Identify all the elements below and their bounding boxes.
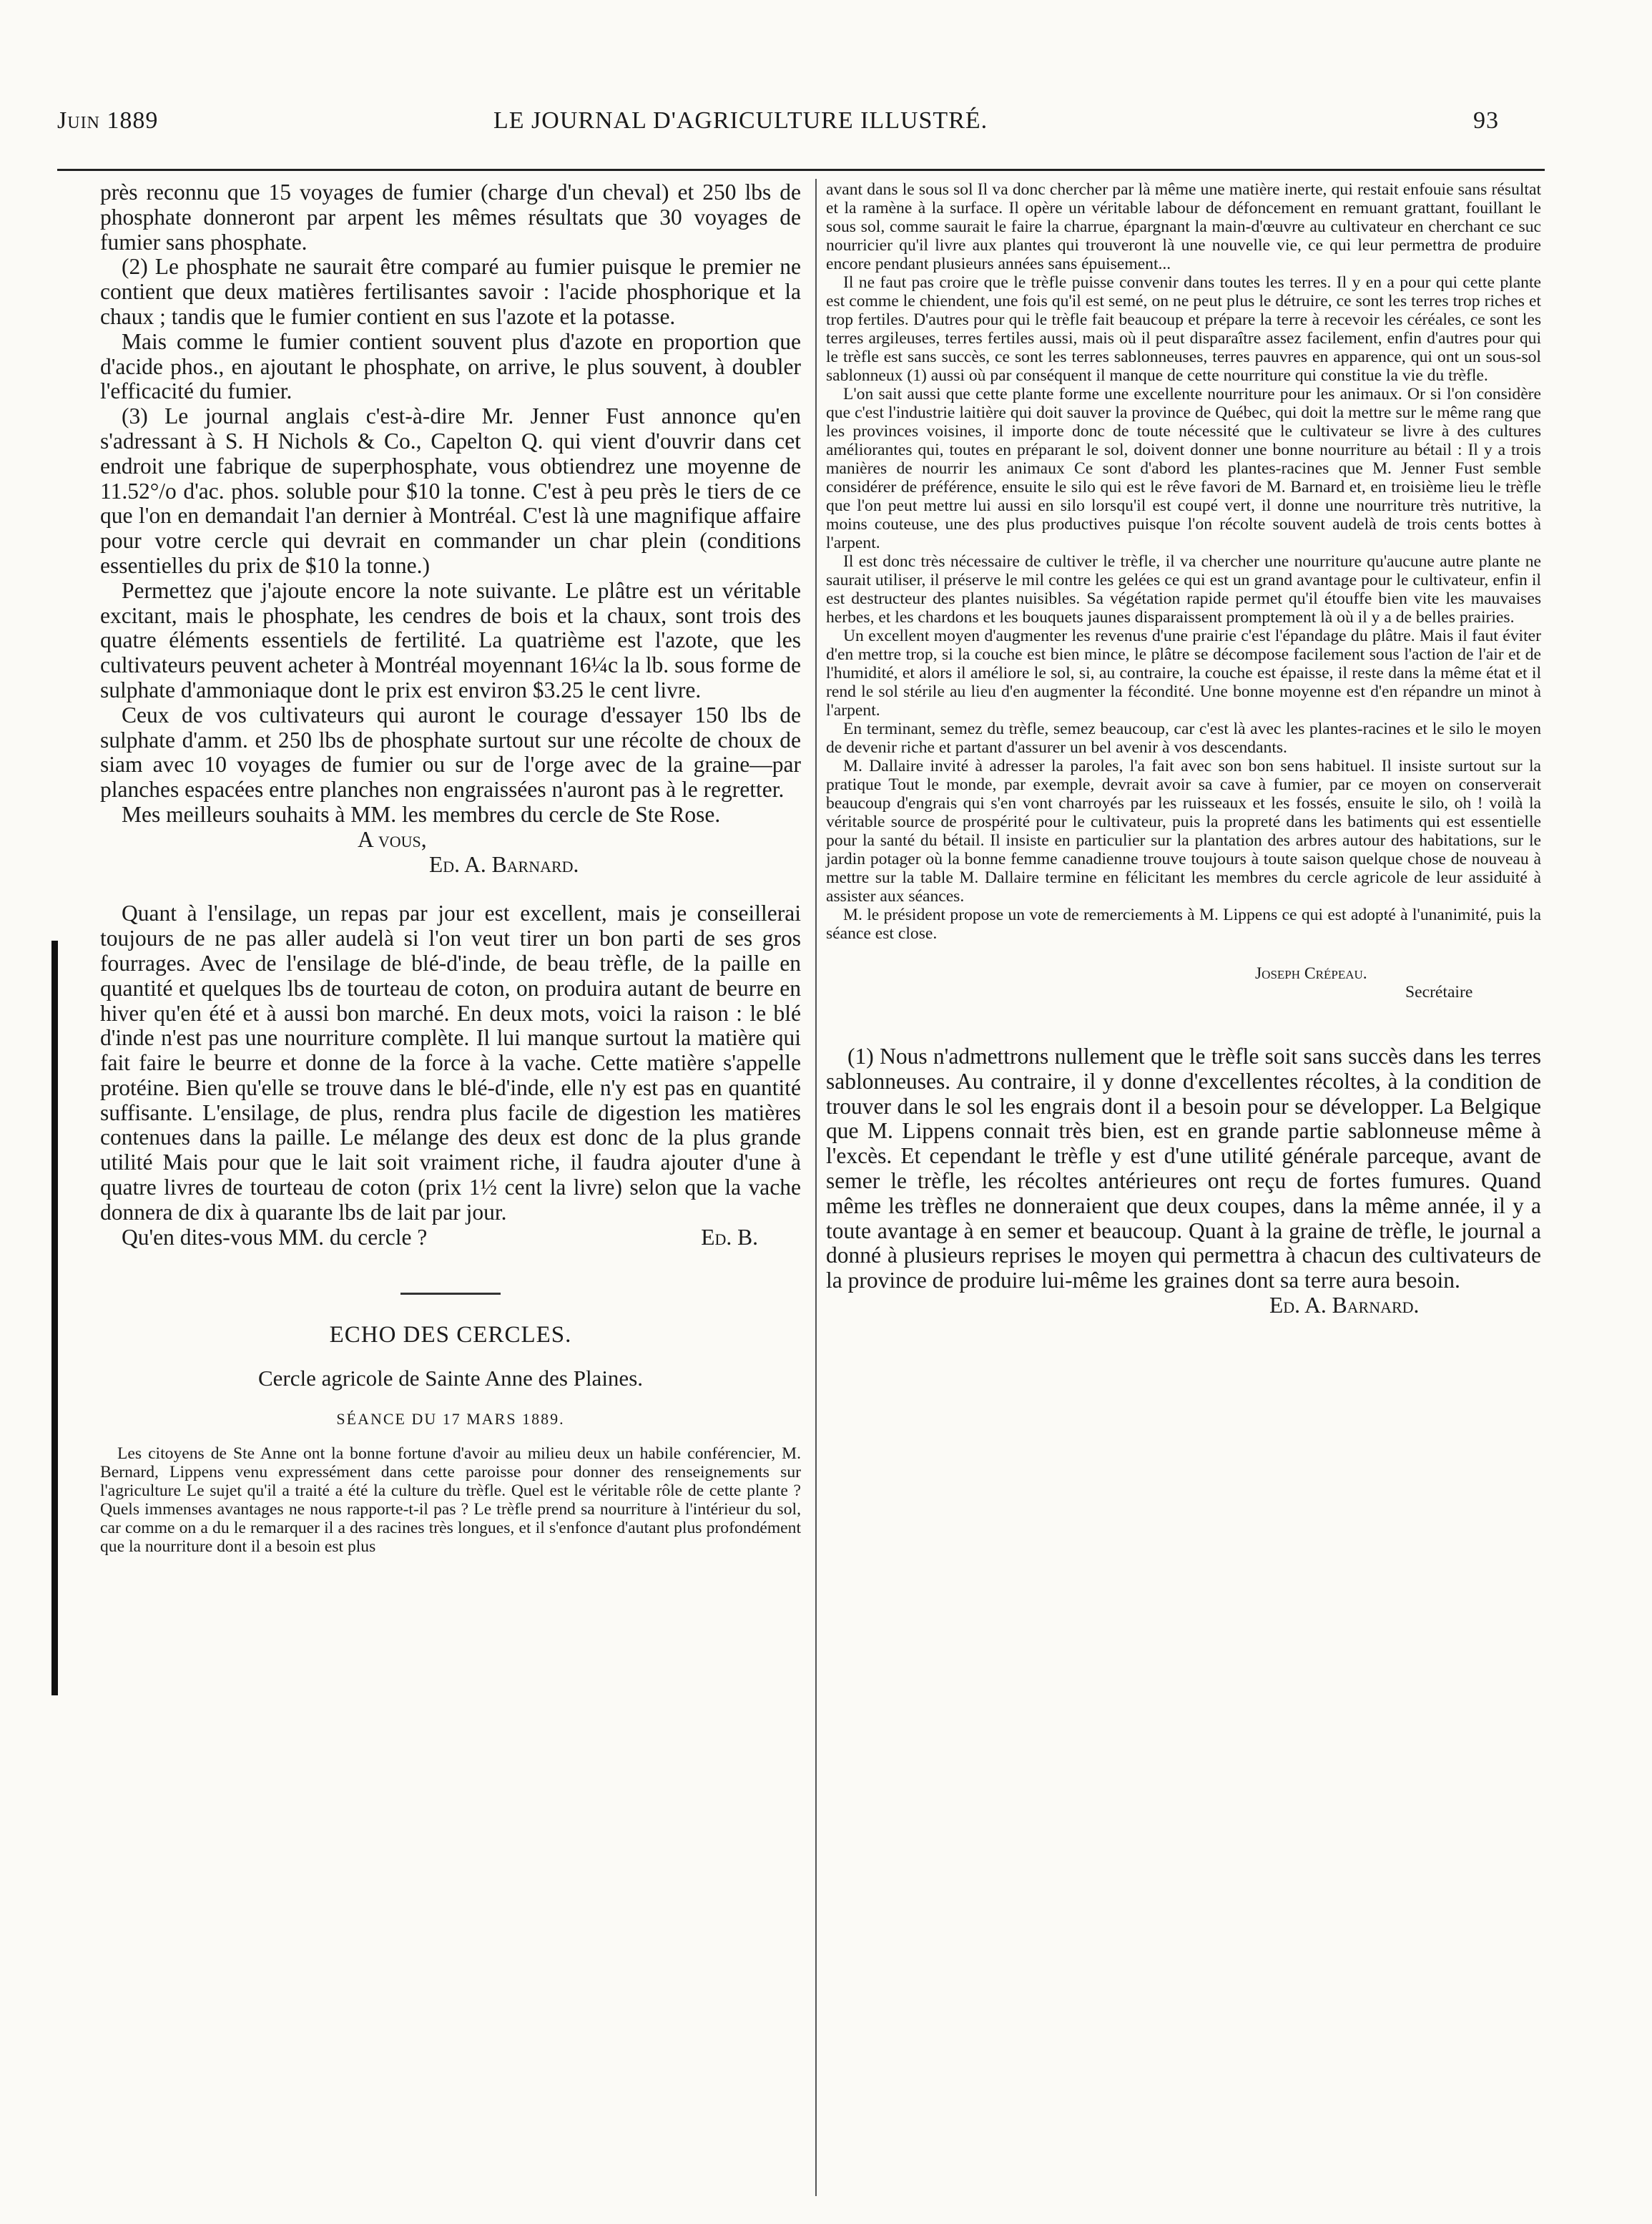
right-column xyxy=(826,180,1541,1318)
section-title: ECHO DES CERCLES. xyxy=(329,1322,572,1348)
paragraph: En terminant, semez du trèfle, semez beaucoup, car c'est là avec les plantes-racines et le silo le moyen de devenir riche et partant d'assurer un bel avenir à vos descendants. xyxy=(826,720,1541,757)
header-page-number: 93 xyxy=(1473,107,1499,134)
closing-signature: Ed. B. xyxy=(701,1224,758,1250)
footnote: (1) Nous n'admettrons nullement que le trèfle soit sans succès dans les terres sablonneuses. Au contraire, il y donne d'excellentes récoltes, à la condition de trouver dans le sol les engrais dont il a besoin pour se développer. La Belgique que M. Lippens connait très bien, est en grande partie sablonneuse même à l'excès. Et cependant le trèfle y est d'une utilité générale parceque, avant de semer le trèfle, les récoltes antérieures ont reçu de fortes fumures. Quand même les trèfles ne donneraient que deux coupes, dans la même année, il y a toute avantage à en semer et beaucoup. Quant à la graine de trèfle, le journal a donné à plusieurs reprises le moyen qui permettra à chacun des cultivateurs de la province de produire lui-même les graines dont sa terre aura besoin. xyxy=(826,1044,1541,1293)
paragraph: près reconnu que 15 voyages de fumier (charge d'un cheval) et 250 lbs de phosphate donneront par arpent les mêmes résultats que 30 voyages de fumier sans phosphate. xyxy=(100,180,801,255)
secretary-name: Joseph Crépeau. xyxy=(1255,964,1367,983)
column-divider xyxy=(815,179,817,2196)
paragraph: M. Dallaire invité à adresser la paroles, l'a fait avec son bon sens habituel. Il insiste surtout sur la pratique Tout le monde, par exemple, devrait avoir sa cave à fumier, par ce moyen on conserverait beaucoup d'engrais qui s'en vont charroyés par les ruisseaux et les fossés, ensuite le silo, oh ! voilà la véritable source de prospérité pour le cultivateur, puis la propreté dans les batiments qui est essentielle pour la santé du bétail. Il insiste en particulier sur la plantation des arbres autour des habitations, sur le jardin potager où la bonne femme canadienne trouve toujours à toute saison quelque chose de nouveau à mettre sur la table M. Dallaire termine en félicitant les membres du cercle agricole de leur assiduité à assister aux séances. xyxy=(826,757,1541,906)
paragraph: Il ne faut pas croire que le trèfle puisse convenir dans toutes les terres. Il y en a pour qui cette plante est comme le chiendent, une fois qu'il est semé, on ne peut plus le détruire, ce sont les terres trop riches et trop fertiles. D'autres pour qui le trèfle fait beaucoup et prépare la terre à recevoir les céréales, ce sont les terres argileuses, terres fertiles aussi, mais où il peut disparaître assez facilement, enfin d'autres pour qui le trèfle est sans succès, ce sont les terres sablonneuses, terres pauvres en apparence, qui ont un sous-sol sablonneux (1) aussi où par conséquent il manque de cette nourriture qui constitue la vie du trèfle. xyxy=(826,273,1541,385)
section-subtitle: Cercle agricole de Sainte Anne des Plaines. xyxy=(257,1366,644,1391)
header-title: LE JOURNAL D'AGRICULTURE ILLUSTRÉ. xyxy=(493,107,988,134)
header-rule xyxy=(57,169,1545,171)
paragraph: avant dans le sous sol Il va donc chercher par là même une matière inerte, qui restait enfouie sans résultat et la ramène à la surface. Il opère un véritable labour de défoncement en remuant grattant, fouillant le sous sol, comme saurait le faire la charrue, épargnant la main-d'œuvre au cultivateur en cherchant ce suc nourricier qu'il livre aux plantes qui trouveront là une nouvelle vie, ce qui leur permettra de produire encore pendant plusieurs années sans épuisement... xyxy=(826,180,1541,273)
paragraph: Mes meilleurs souhaits à MM. les membres du cercle de Ste Rose. xyxy=(122,801,721,827)
header-date: Juin 1889 xyxy=(57,107,159,134)
footnote-signature: Ed. A. Barnard. xyxy=(1269,1292,1420,1318)
paragraph: Ceux de vos cultivateurs qui auront le courage d'essayer 150 lbs de sulphate d'amm. et 250 lbs de phosphate surtout sur une récolte de choux de siam avec 10 voyages de fumier ou sur de l'orge avec de la graine—par planches espacées entre planches non engraissées n'auront pas à le regretter. xyxy=(100,702,801,803)
paragraph: (2) Le phosphate ne saurait être comparé au fumier puisque le premier ne contient que deux matières fertilisantes savoir : l'acide phosphorique et la chaux ; tandis que le fumier contient en sus l'azote et la potasse. xyxy=(100,254,801,329)
paragraph: Permettez que j'ajoute encore la note suivante. Le plâtre est un véritable excitant, mais le phosphate, les cendres de bois et la chaux, sont trois des quatre éléments essentiels de fertilité. La quatrième est l'azote, que les cultivateurs peuvent acheter à Montréal moyennant 16¼c la lb. sous forme de sulphate d'ammoniaque dont le prix est environ $3.25 le cent livre. xyxy=(100,577,801,702)
paragraph: Un excellent moyen d'augmenter les revenus d'une prairie c'est l'épandage du plâtre. Mais il faut éviter d'en mettre trop, si la couche est bien mince, le plâtre se décompose facilement sous l'action de l'air et de l'humidité, et alors il améliore le sol, si, au contraire, la couche est épaisse, il reste dans la même état et il rend le sol stérile au lieu d'en augmenter la fécondité. Une bonne moyenne est d'en répandre un minot à l'arpent. xyxy=(826,627,1541,720)
paragraph: Mais comme le fumier contient souvent plus d'azote en proportion que d'acide phos., en ajoutant le phosphate, on arrive, le plus souvent, à doubler l'efficacité du fumier. xyxy=(100,328,801,404)
left-column xyxy=(100,180,801,1556)
paragraph: L'on sait aussi que cette plante forme une excellente nourriture pour les animaux. Or si l'on considère que c'est l'industrie laitière qui doit sauver la province de Québec, qui doit la mettre sur le même rang que les provinces voisines, il importe donc de toute nécessité que le cultivateur se livre à des cultures améliorantes qui, toutes en préparant le sol, doivent donner une bonne nourriture au bétail : Il y a trois manières de nourrir les animaux Ce sont d'abord les plantes-racines que M. Jenner Fust semble considérer de préférence, ensuite le silo qui est le rêve favori de M. Barnard et, en troisième lieu le trèfle que l'on peut mettre lui aussi en silo lorsqu'il est coupé vert, il donne une nourriture très nutritive, la moins couteuse, une des plus productives puisque l'on récolte souvent audelà de trois cents bottes à l'arpent. xyxy=(826,385,1541,552)
paragraph: Les citoyens de Ste Anne ont la bonne fortune d'avoir au milieu deux un habile conférencier, M. Bernard, Lippens venu expressément dans cette paroisse pour donner des renseignements sur l'agriculture Le sujet qu'il a traité a été la culture du trèfle. Quel est le véritable rôle de cette plante ? Quels immenses avantages ne nous rapporte-t-il pas ? Le trèfle prend sa nourriture à l'intérieur du sol, car comme on a du le remarquer il a des racines très longues, et il s'enfonce d'autant plus profondément que la nourriture dont il a besoin est plus xyxy=(100,1444,801,1557)
section-date: SÉANCE DU 17 MARS 1889. xyxy=(336,1410,565,1429)
paragraph: Il est donc très nécessaire de cultiver le trèfle, il va chercher une nourriture qu'aucune autre plante ne saurait utiliser, il préserve le mil contre les gelées ce qui est un grand avantage pour le cultivateur, enfin il est destructeur des plantes nuisibles. Sa végétation rapide permet qu'il étouffe bien vite les mauvaises herbes, et les chardons et les bouquets jaunes disparaissent promptement là où il y a de belles prairies. xyxy=(826,552,1541,627)
paragraph: M. le président propose un vote de remerciements à M. Lippens ce qui est adopté à l'unanimité, puis la séance est close. xyxy=(826,906,1541,943)
letter-closing: A vous, xyxy=(358,826,427,852)
section-rule xyxy=(400,1293,501,1295)
letter-signature: Ed. A. Barnard. xyxy=(429,851,579,877)
closing-question: Qu'en dites-vous MM. du cercle ? xyxy=(122,1224,428,1250)
margin-bar xyxy=(51,941,58,1695)
secretary-title: Secrétaire xyxy=(1405,983,1473,1001)
paragraph: (3) Le journal anglais c'est-à-dire Mr. Jenner Fust annonce qu'en s'adressant à S. H Nichols & Co., Capelton Q. qui vient d'ouvrir dans cet endroit une fabrique de superphosphate, vous obtiendrez une moyenne de 11.52°/o d'ac. phos. soluble pour $10 la tonne. C'est à peu près le tiers de ce que l'on en demandait l'an dernier à Montréal. C'est là une magnifique affaire pour votre cercle qui devrait en commander un char plein (conditions essentielles du prix de $10 la tonne.) xyxy=(100,403,801,578)
paragraph: Quant à l'ensilage, un repas par jour est excellent, mais je conseillerai toujours de ne pas aller audelà si l'on veut tirer un bon parti de ses gros fourrages. Avec de l'ensilage de blé-d'inde, de beau trèfle, de la paille en quantité et quelques lbs de tourteau de coton, on produira autant de beurre en hiver qu'en été et à aussi bon marché. En deux mots, voici la raison : le blé d'inde n'est pas une nourriture complète. Il lui manque surtout la matière qui fait faire le beurre et donne de la force à la vache. Cette matière s'appelle protéine. Bien qu'elle se trouve dans le blé-d'inde, elle n'y est pas en quantité suffisante. L'ensilage, de plus, rendra plus facile de digestion les matières contenues dans la paille. Le mélange des deux est donc de la plus grande utilité Mais pour que le lait soit vraiment riche, il faudra ajouter d'une à quatre livres de tourteau de coton (prix 1½ cent la livre) selon que la vache donnera de dix à quarante lbs de lait par jour. xyxy=(100,901,801,1225)
